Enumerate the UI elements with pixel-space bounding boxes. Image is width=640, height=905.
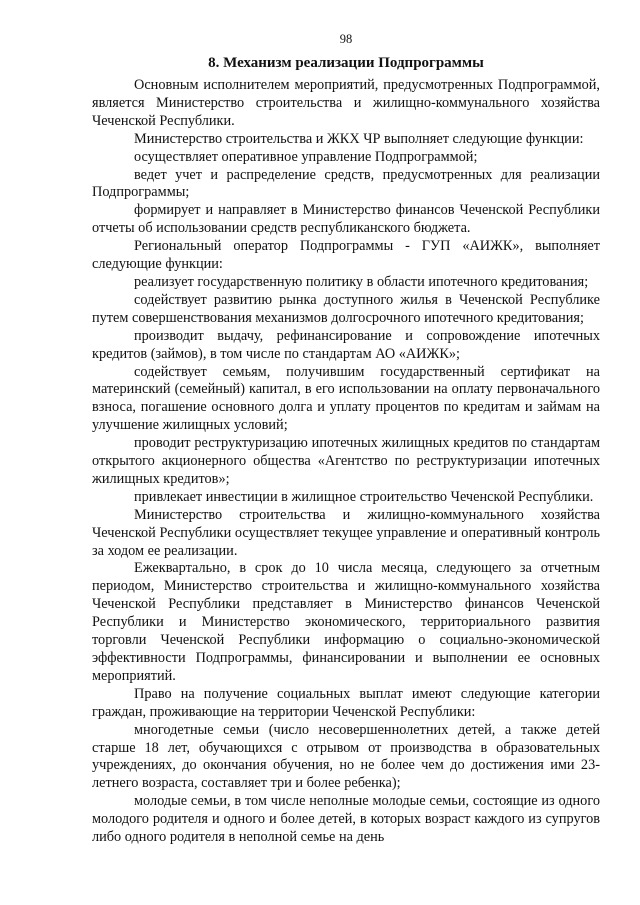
paragraph: осуществляет оперативное управление Подпрограммой;	[134, 148, 478, 165]
paragraph: производит выдачу, рефинансирование и сопровождение ипотечных кредитов (займов), в том числе по стандартам АО «АИЖК»;	[92, 327, 600, 362]
paragraph: Основным исполнителем мероприятий, предусмотренных Подпрограммой, является Министерство строительства и жилищно-коммунального хозяйства Чеченской Республики.	[92, 77, 600, 129]
paragraph: реализует государственную политику в области ипотечного кредитования;	[134, 273, 589, 290]
paragraph: Министерство строительства и ЖКХ ЧР выполняет следующие функции:	[134, 130, 584, 147]
paragraph: привлекает инвестиции в жилищное строительство Чеченской Республики.	[134, 488, 594, 505]
paragraph: проводит реструктуризацию ипотечных жилищных кредитов по стандартам открытого акционерного общества «Агентство по реструктуризации ипотечных жилищных кредитов»;	[92, 435, 600, 487]
paragraph: Министерство строительства и жилищно-коммунального хозяйства Чеченской Республики осуществляет текущее управление и оперативный контроль за ходом ее реализации.	[92, 506, 600, 559]
section-title: 8. Механизм реализации Подпрограммы	[208, 55, 484, 71]
paragraph: содействует развитию рынка доступного жилья в Чеченской Республике путем совершенствования механизмов долгосрочного ипотечного кредитования;	[92, 291, 600, 326]
paragraph: молодые семьи, в том числе неполные молодые семьи, состоящие из одного молодого родителя и одного и более детей, в которых возраст каждого из супругов либо одного родителя в неполной семье на день	[92, 793, 600, 846]
page-number: 98	[339, 32, 353, 46]
paragraph: формирует и направляет в Министерство финансов Чеченской Республики отчеты об использовании средств республиканского бюджета.	[92, 202, 600, 237]
paragraph: Право на получение социальных выплат имеют следующие категории граждан, проживающие на территории Чеченской Республики:	[92, 685, 600, 720]
paragraph: Ежеквартально, в срок до 10 числа месяца, следующего за отчетным периодом, Министерство строительства и жилищно-коммунального хозяйства Чеченской Республики представляет в Министерство финансов Чеченской Республики и Министерство экономического, территориального развития торговли Чеченской Республики информацию о социально-экономической эффективности Подпрограммы, финансировании и выполнении ее основных мероприятий.	[92, 560, 600, 684]
paragraph: многодетные семьи (число несовершеннолетних детей, а также детей старше 18 лет, обучающихся с отрывом от производства в образовательных учреждениях, до окончания обучения, но не более чем до достижения ими 23-летнего возраста, составляет три и более ребенка);	[92, 721, 600, 792]
paragraph: ведет учет и распределение средств, предусмотренных для реализации Подпрограммы;	[92, 166, 600, 201]
paragraph: содействует семьям, получившим государственный сертификат на материнский (семейный) капитал, в его использовании на оплату первоначального взноса, погашение основного долга и уплату процентов по кредитам и займам на улучшение жилищных условий;	[92, 363, 600, 434]
paragraph: Региональный оператор Подпрограммы - ГУП «АИЖК», выполняет следующие функции:	[92, 238, 600, 273]
